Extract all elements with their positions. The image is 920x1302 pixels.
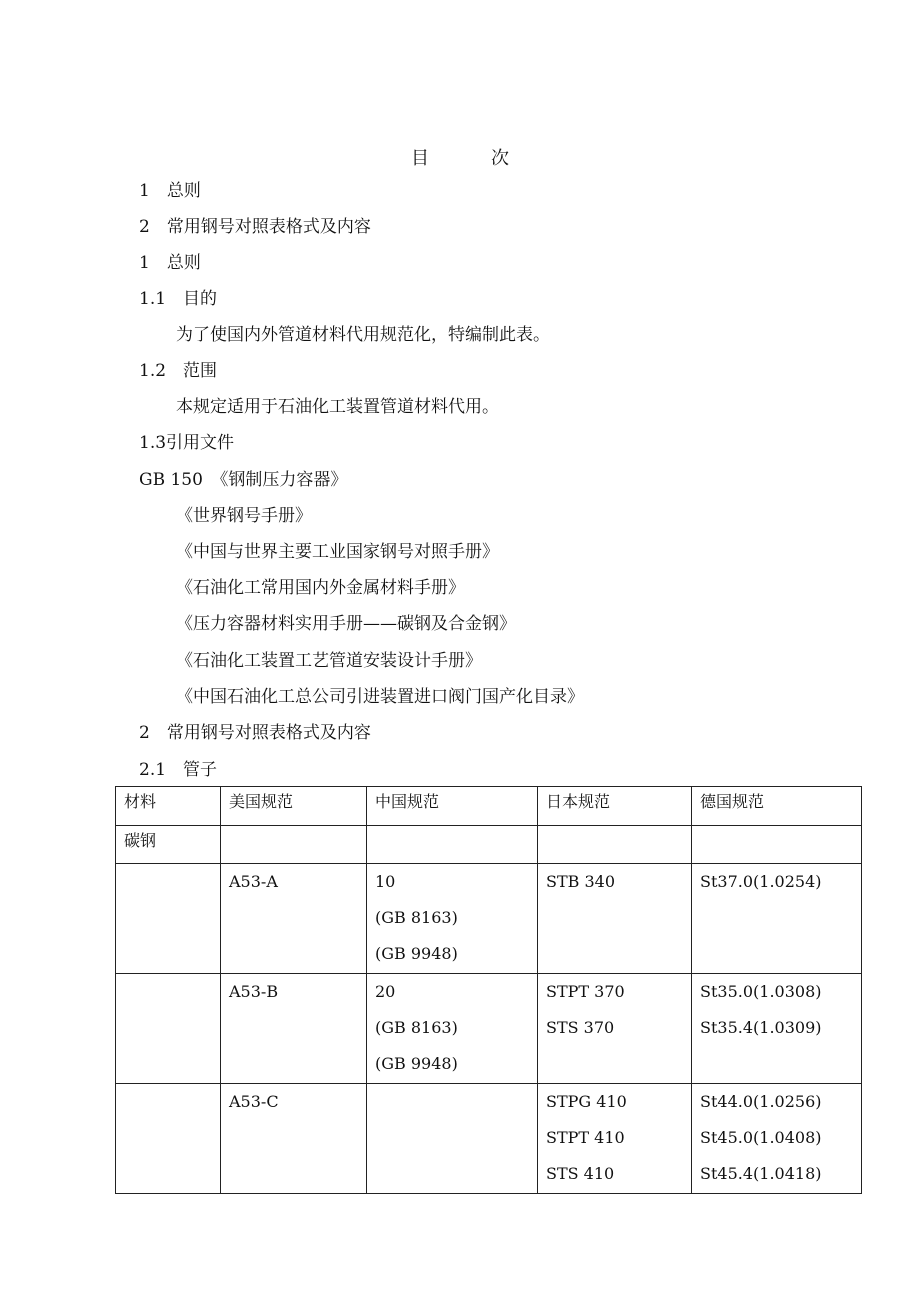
paragraph: 本规定适用于石油化工装置管道材料代用。	[176, 397, 499, 417]
us-spec-value: A53-C	[229, 1092, 279, 1111]
cn-spec-value: (GB 9948)	[375, 1054, 458, 1073]
jp-spec-cell	[538, 974, 692, 1084]
table-header-row	[116, 787, 862, 826]
de-spec-cell	[692, 864, 862, 974]
jp-spec-value: STS 370	[546, 1018, 615, 1037]
de-spec-cell	[692, 1084, 862, 1194]
jp-spec-value: STS 410	[546, 1164, 615, 1183]
us-spec-cell	[221, 864, 367, 974]
toc-item: 1 总则	[139, 181, 201, 201]
toc-title-left: 目	[411, 148, 429, 169]
de-spec-value: St37.0(1.0254)	[700, 872, 822, 891]
table-row	[116, 1084, 862, 1194]
header-cell: 美国规范	[221, 787, 367, 826]
header-cell: 日本规范	[538, 787, 692, 826]
de-spec-value: St35.0(1.0308)	[700, 982, 822, 1001]
material-cell	[116, 974, 221, 1084]
cn-spec-cell	[367, 974, 538, 1084]
section-heading: 2 常用钢号对照表格式及内容	[139, 723, 371, 743]
cn-spec-cell	[367, 864, 538, 974]
jp-spec-cell	[538, 1084, 692, 1194]
jp-spec-cell	[538, 864, 692, 974]
cn-spec-cell	[367, 1084, 538, 1194]
paragraph: 为了使国内外管道材料代用规范化，特编制此表。	[176, 325, 550, 345]
steel-comparison-table	[115, 786, 862, 1194]
de-spec-value: St44.0(1.0256)	[700, 1092, 822, 1111]
cn-spec-value: 10	[375, 872, 396, 891]
jp-spec-value: STPT 370	[546, 982, 625, 1001]
us-spec-cell	[221, 974, 367, 1084]
cn-spec-value: (GB 8163)	[375, 908, 458, 927]
reference-item: 《石油化工常用国内外金属材料手册》	[176, 578, 465, 598]
us-spec-value: A53-B	[229, 982, 279, 1001]
header-cell: 德国规范	[692, 787, 862, 826]
reference-item: 《压力容器材料实用手册——碳钢及合金钢》	[176, 614, 516, 634]
table-row	[116, 864, 862, 974]
header-cell: 材料	[116, 787, 221, 826]
material-cell	[116, 1084, 221, 1194]
section-heading: 1.2 范围	[139, 361, 218, 381]
category-cell: 碳钢	[116, 826, 221, 864]
jp-spec-value: STB 340	[546, 872, 616, 891]
category-row	[116, 826, 862, 864]
cn-spec-value: (GB 8163)	[375, 1018, 458, 1037]
cn-spec-value: 20	[375, 982, 396, 1001]
toc-item: 2 常用钢号对照表格式及内容	[139, 217, 371, 237]
section-heading: 1.1 目的	[139, 289, 218, 309]
material-cell	[116, 864, 221, 974]
section-heading: 1.3引用文件	[139, 433, 235, 453]
de-spec-value: St35.4(1.0309)	[700, 1018, 822, 1037]
reference-item: GB 150 《钢制压力容器》	[139, 470, 348, 490]
jp-spec-value: STPG 410	[546, 1092, 627, 1111]
reference-item: 《石油化工装置工艺管道安装设计手册》	[176, 651, 482, 671]
de-spec-value: St45.0(1.0408)	[700, 1128, 822, 1147]
us-spec-value: A53-A	[229, 872, 278, 891]
de-spec-cell	[692, 974, 862, 1084]
reference-item: 《中国与世界主要工业国家钢号对照手册》	[176, 542, 499, 562]
header-cell: 中国规范	[367, 787, 538, 826]
section-heading: 2.1 管子	[139, 760, 218, 780]
jp-spec-value: STPT 410	[546, 1128, 625, 1147]
reference-item: 《世界钢号手册》	[176, 506, 312, 526]
toc-title	[0, 144, 920, 170]
section-heading: 1 总则	[139, 253, 201, 273]
table-row	[116, 974, 862, 1084]
us-spec-cell	[221, 1084, 367, 1194]
de-spec-value: St45.4(1.0418)	[700, 1164, 822, 1183]
cn-spec-value: (GB 9948)	[375, 944, 458, 963]
reference-item: 《中国石油化工总公司引进装置进口阀门国产化目录》	[176, 687, 584, 707]
toc-title-right: 次	[491, 148, 509, 169]
